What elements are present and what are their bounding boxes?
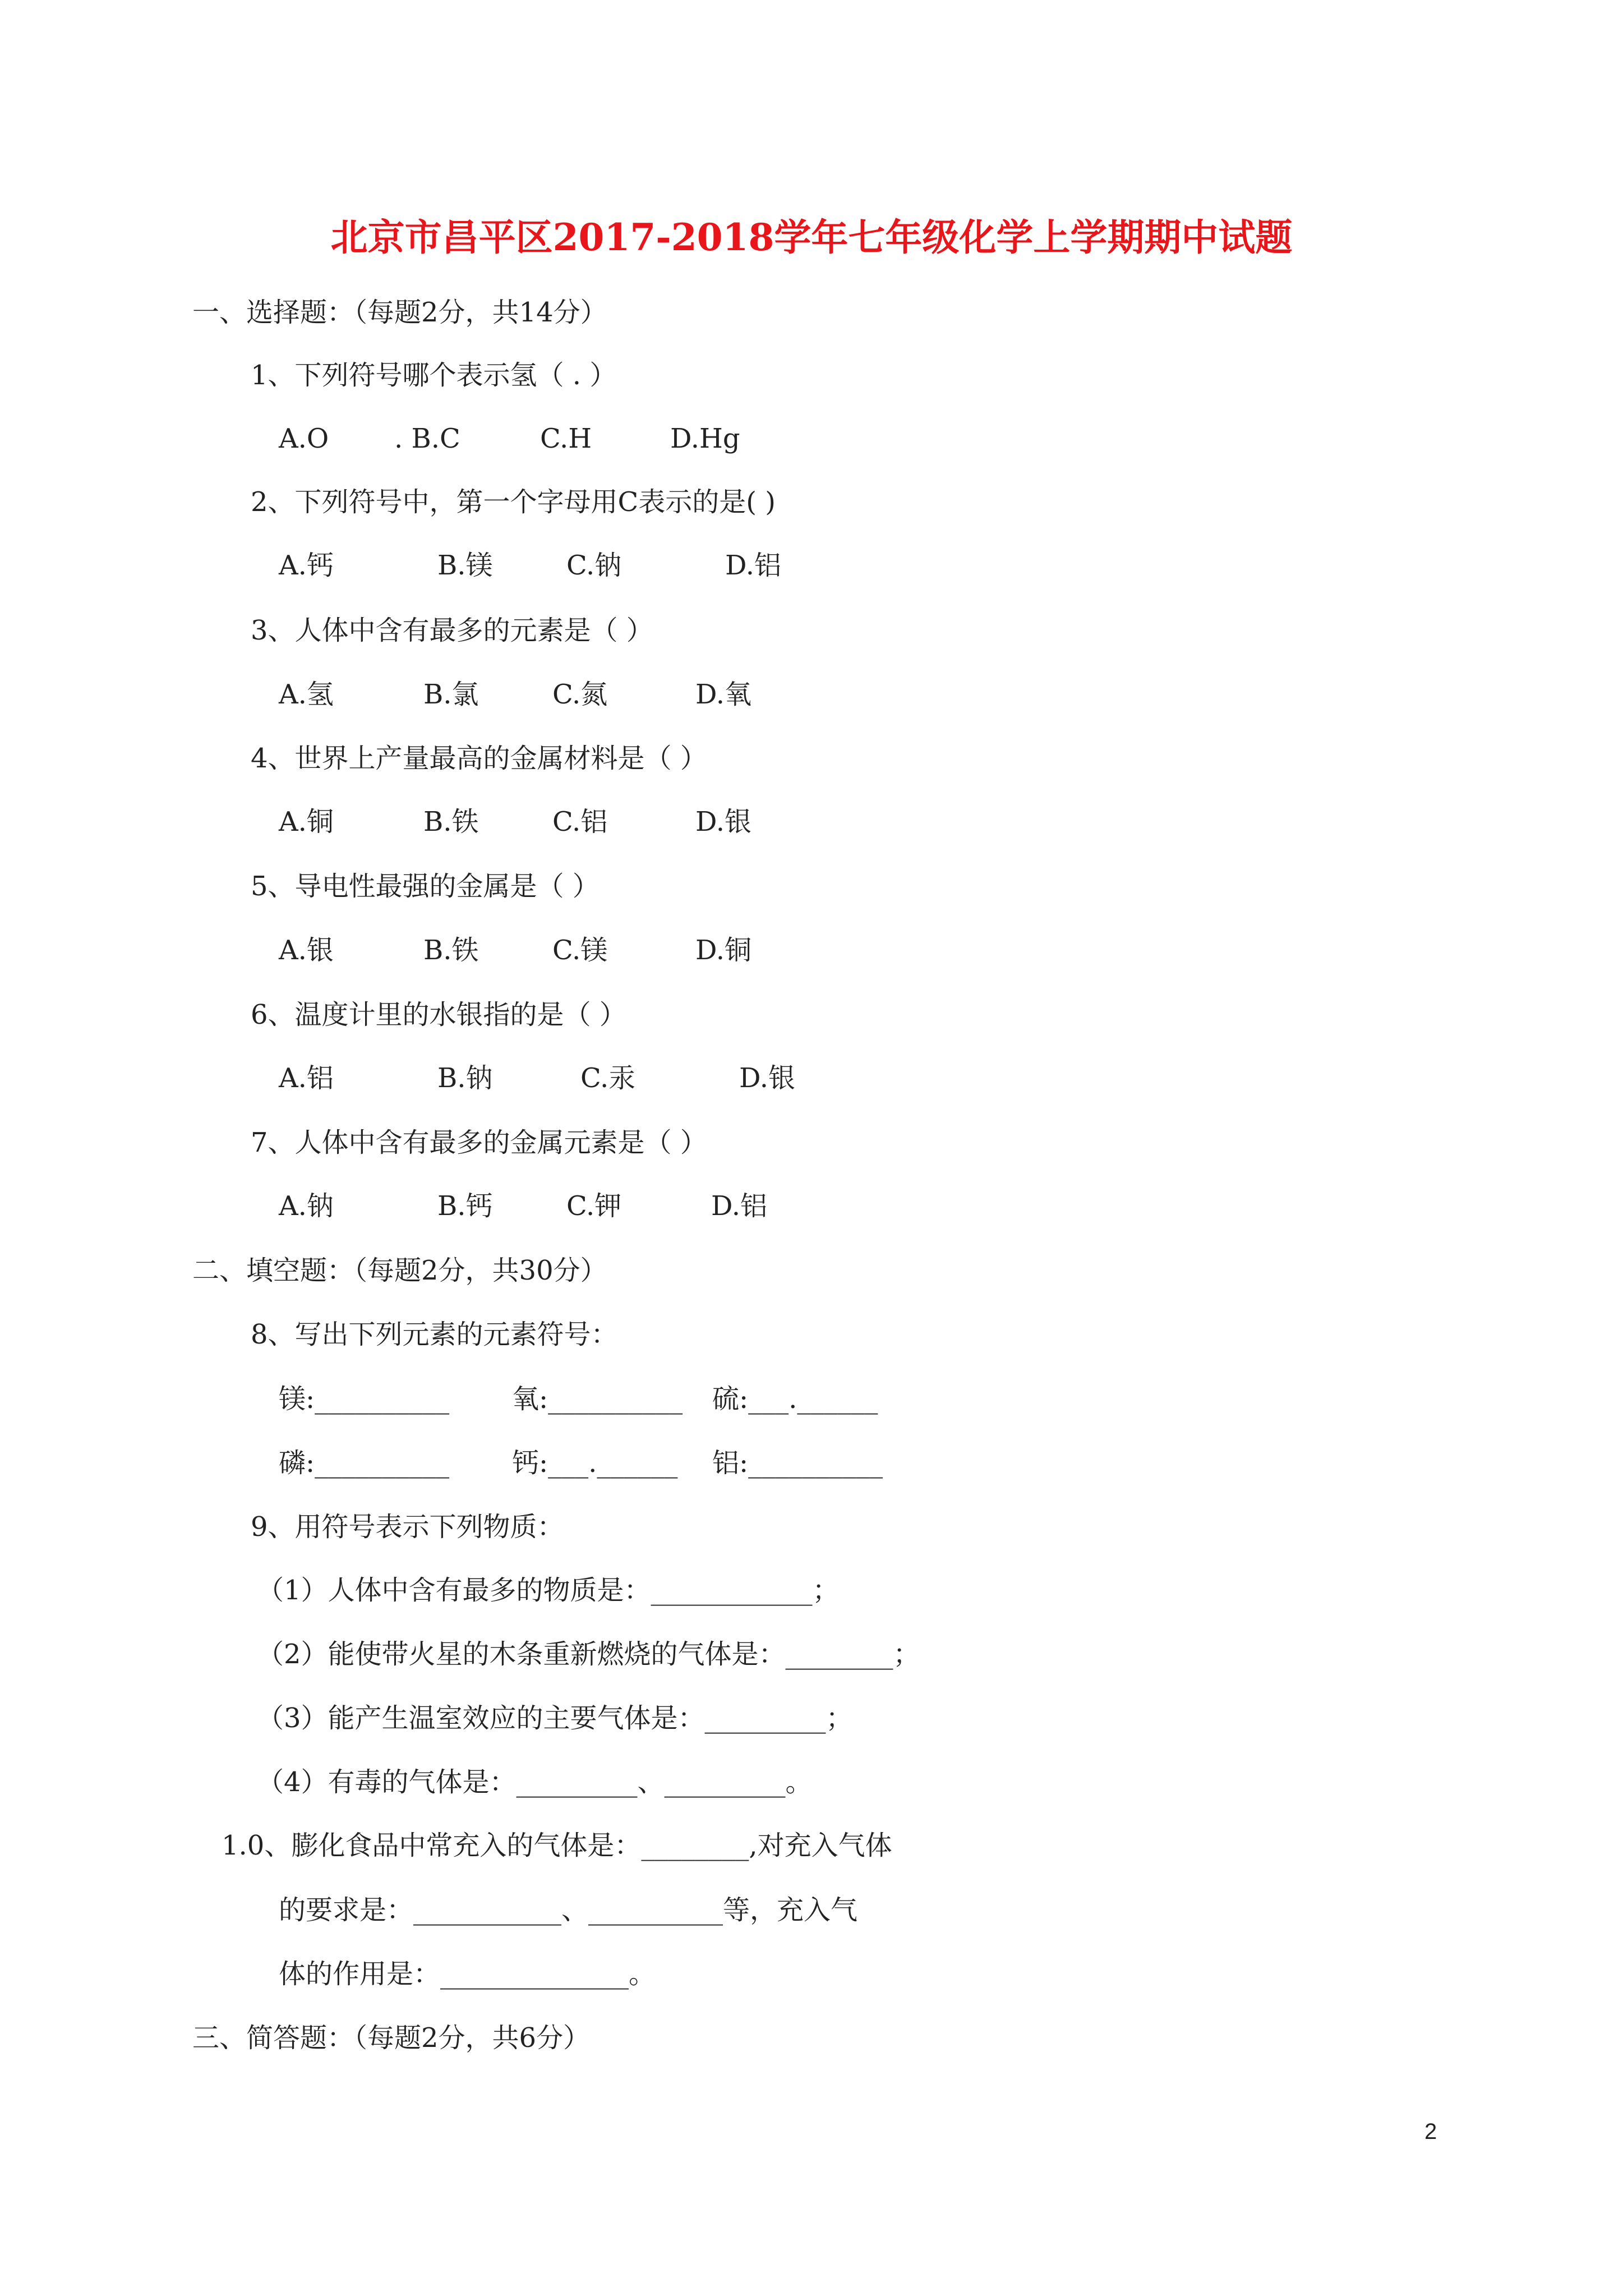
- q4-option-c: C.铝: [552, 806, 608, 838]
- q4-option-d: D.银: [695, 806, 752, 838]
- section2-heading: 二、填空题：（每题2分，共30分）: [192, 1255, 607, 1286]
- q8-blank-mg: 镁:__________: [279, 1383, 450, 1415]
- q8-blank-s: 硫:___.______: [712, 1383, 878, 1415]
- page-title: 北京市昌平区2017-2018学年七年级化学上学期期中试题: [330, 215, 1293, 259]
- question-2-stem: 2、下列符号中，第一个字母用C表示的是( ): [251, 486, 776, 518]
- question-7-stem: 7、人体中含有最多的金属元素是（ ）: [251, 1127, 707, 1158]
- q1-option-b: . B.C: [394, 423, 460, 454]
- question-10-line2: 的要求是：___________、__________等，充入气: [279, 1894, 858, 1926]
- page-number: 2: [1424, 2119, 1437, 2144]
- section3-heading: 三、简答题：（每题2分，共6分）: [192, 2022, 591, 2054]
- section1-heading: 一、选择题：（每题2分，共14分）: [192, 297, 607, 328]
- q5-option-d: D.铜: [695, 935, 752, 966]
- question-1-stem: 1、下列符号哪个表示氢（ . ）: [251, 360, 617, 391]
- q6-option-d: D.银: [739, 1062, 796, 1094]
- q9-item-1: （1）人体中含有最多的物质是：____________；: [257, 1575, 840, 1606]
- question-3-stem: 3、人体中含有最多的元素是（ ）: [251, 615, 653, 646]
- q3-option-d: D.氧: [695, 679, 752, 710]
- question-10-line3: 体的作用是：______________。: [279, 1958, 656, 1990]
- question-9-stem: 9、用符号表示下列物质：: [251, 1511, 564, 1543]
- q7-option-d: D.铝: [711, 1190, 768, 1222]
- q8-blank-p: 磷:__________: [279, 1447, 450, 1479]
- q7-option-c: C.钾: [566, 1190, 622, 1222]
- q9-item-2: （2）能使带火星的木条重新燃烧的气体是：________；: [257, 1639, 920, 1670]
- q8-blank-ca: 钙:___.______: [512, 1447, 678, 1479]
- q8-blank-al: 铝:__________: [712, 1447, 883, 1479]
- q2-option-a: A.钙: [279, 550, 334, 581]
- q5-option-c: C.镁: [552, 935, 608, 966]
- q2-option-b: B.镁: [437, 550, 493, 581]
- q8-blank-o: 氧:__________: [512, 1383, 683, 1415]
- question-10-line1: 1.0、膨化食品中常充入的气体是：________,对充入气体: [222, 1830, 892, 1861]
- q3-option-a: A.氢: [279, 679, 334, 710]
- q3-option-c: C.氮: [552, 679, 608, 710]
- q4-option-a: A.铜: [279, 806, 334, 838]
- q7-option-a: A.钠: [279, 1190, 334, 1222]
- q5-option-a: A.银: [279, 935, 334, 966]
- question-8-stem: 8、写出下列元素的元素符号：: [251, 1319, 618, 1350]
- question-4-stem: 4、世界上产量最高的金属材料是（ ）: [251, 743, 707, 774]
- q7-option-b: B.钙: [437, 1190, 493, 1222]
- question-5-stem: 5、导电性最强的金属是（ ）: [251, 871, 600, 902]
- q6-option-a: A.铝: [279, 1062, 334, 1094]
- q1-option-a: A.O: [279, 423, 329, 454]
- q1-option-c: C.H: [540, 423, 592, 454]
- q6-option-c: C.汞: [580, 1062, 636, 1094]
- q9-item-4: （4）有毒的气体是：_________、_________。: [257, 1766, 813, 1798]
- q5-option-b: B.铁: [423, 935, 479, 966]
- q1-option-d: D.Hg: [670, 423, 740, 454]
- q9-item-3: （3）能产生温室效应的主要气体是：_________；: [257, 1703, 853, 1734]
- q6-option-b: B.钠: [437, 1062, 493, 1094]
- q2-option-d: D.铝: [725, 550, 782, 581]
- question-6-stem: 6、温度计里的水银指的是（ ）: [251, 999, 626, 1030]
- q3-option-b: B.氯: [423, 679, 479, 710]
- q4-option-b: B.铁: [423, 806, 479, 838]
- q2-option-c: C.钠: [566, 550, 622, 581]
